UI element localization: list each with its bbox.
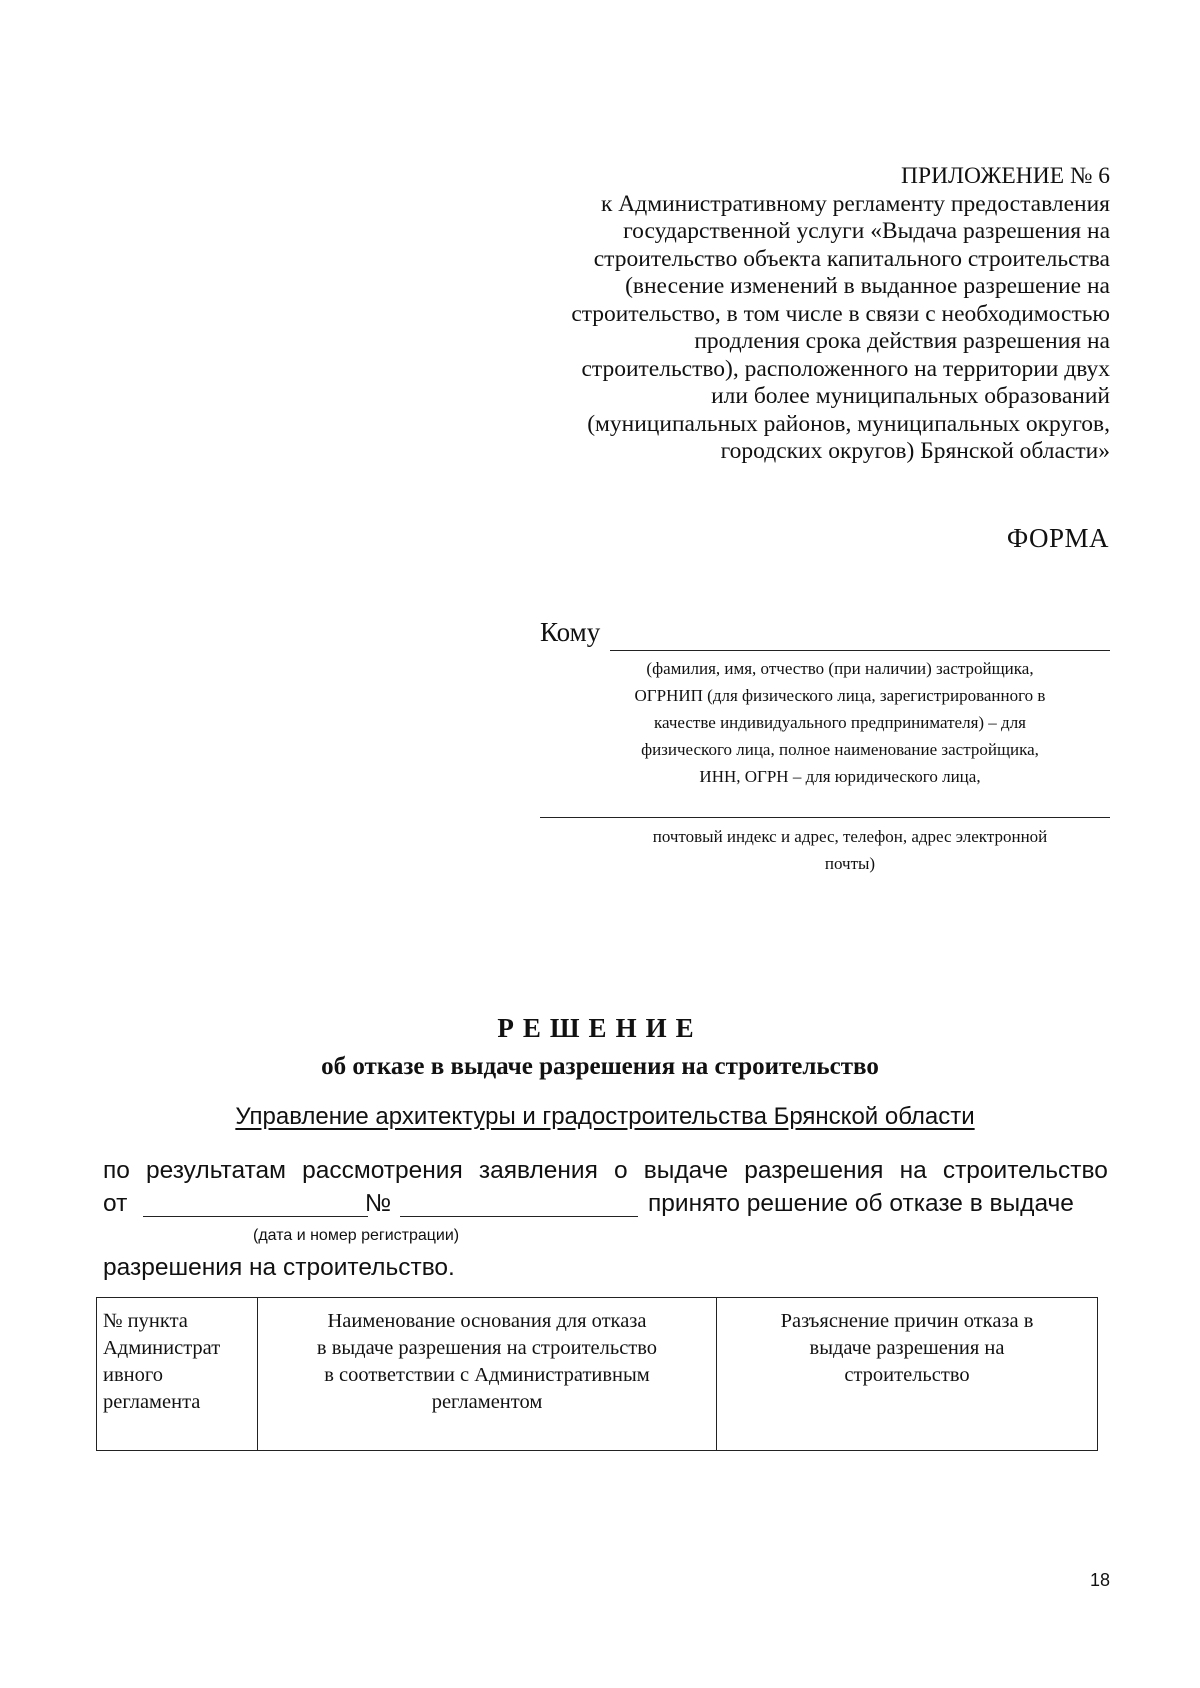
decision-subtitle: об отказе в выдаче разрешения на строительство: [321, 1053, 879, 1080]
decision-paragraph-line3: разрешения на строительство.: [103, 1254, 455, 1281]
form-label: ФОРМА: [1006, 523, 1109, 553]
appendix-line: строительство, в том числе в связи с необходимостью: [571, 300, 1110, 327]
paragraph-word: выдаче: [643, 1157, 729, 1184]
address-note-line: почтовый индекс и адрес, телефон, адрес электронной: [652, 827, 1048, 846]
header-refusal-basis: [258, 1298, 717, 1451]
address-note-line: почты): [824, 854, 876, 873]
paragraph-word: разрешения: [744, 1157, 884, 1184]
paragraph-word: рассмотрения: [302, 1157, 463, 1184]
header-refusal-explanation: [717, 1298, 1098, 1451]
header-line: № пункта: [103, 1310, 188, 1332]
registration-note: (дата и номер регистрации): [253, 1227, 460, 1244]
header-line: Наименование основания для отказа: [327, 1310, 647, 1332]
address-note: [600, 823, 1100, 877]
paragraph-word: о: [613, 1157, 628, 1184]
header-line: выдаче разрешения на: [809, 1337, 1005, 1359]
decision-title: РЕШЕНИЕ: [497, 1013, 703, 1043]
refusal-reasons-table: [96, 1297, 1098, 1451]
appendix-line: ПРИЛОЖЕНИЕ № 6: [901, 163, 1110, 189]
appendix-header: [530, 163, 1110, 466]
appendix-line: строительство), расположенного на территории двух: [581, 355, 1110, 382]
header-line: в соответствии с Административным: [324, 1364, 650, 1386]
recipient-note-line: (фамилия, имя, отчество (при наличии) застройщика,: [646, 659, 1034, 678]
authority-name: Управление архитектуры и градостроительства Брянской области: [235, 1103, 975, 1130]
paragraph-word: строительство: [942, 1157, 1108, 1184]
application-number-field[interactable]: [400, 1216, 638, 1217]
recipient-note: [580, 655, 1100, 790]
recipient-row: [540, 617, 1110, 657]
decision-text: принято решение об отказе в выдаче: [648, 1190, 1074, 1217]
recipient-note-line: ИНН, ОГРН – для юридического лица,: [699, 767, 981, 786]
header-line: в выдаче разрешения на строительство: [316, 1337, 658, 1359]
decision-paragraph-line2: [103, 1190, 1108, 1226]
recipient-address-field[interactable]: [540, 817, 1110, 818]
recipient-note-line: качестве индивидуального предпринимателя) – для: [654, 713, 1026, 732]
paragraph-word: по: [103, 1157, 130, 1184]
appendix-line: (муниципальных районов, муниципальных округов,: [587, 410, 1110, 437]
recipient-note-line: физического лица, полное наименование застройщика,: [641, 740, 1039, 759]
page-number: 18: [1089, 1570, 1110, 1590]
application-date-field[interactable]: [143, 1216, 368, 1217]
appendix-line: государственной услуги «Выдача разрешения на: [623, 218, 1110, 244]
recipient-name-field[interactable]: [610, 650, 1110, 651]
header-line: Администрат: [103, 1337, 221, 1359]
header-line: строительство: [844, 1364, 970, 1386]
recipient-note-line: ОГРНИП (для физического лица, зарегистрированного в: [634, 686, 1046, 705]
appendix-line: или более муниципальных образований: [711, 383, 1110, 409]
number-sign: №: [365, 1190, 392, 1217]
appendix-line: к Административному регламенту предоставления: [600, 190, 1110, 217]
header-line: Разъяснение причин отказа в: [780, 1310, 1034, 1332]
appendix-line: (внесение изменений в выданное разрешение на: [625, 273, 1110, 299]
appendix-line: продления срока действия разрешения на: [694, 328, 1110, 354]
from-label: от: [103, 1190, 128, 1217]
table-header-row: [97, 1298, 1098, 1451]
paragraph-word: результатам: [146, 1157, 286, 1184]
header-line: регламентом: [431, 1391, 543, 1413]
paragraph-word: заявления: [478, 1157, 598, 1184]
header-line: ивного: [103, 1364, 164, 1386]
paragraph-word: на: [899, 1157, 927, 1184]
appendix-line: городских округов) Брянской области»: [720, 438, 1110, 464]
decision-paragraph-line1: [103, 1157, 1108, 1185]
recipient-block: [540, 617, 1110, 873]
header-line: регламента: [103, 1391, 201, 1413]
recipient-label: Кому: [540, 617, 601, 647]
header-clause-number: [97, 1298, 258, 1451]
appendix-line: строительство объекта капитального строительства: [593, 245, 1110, 272]
